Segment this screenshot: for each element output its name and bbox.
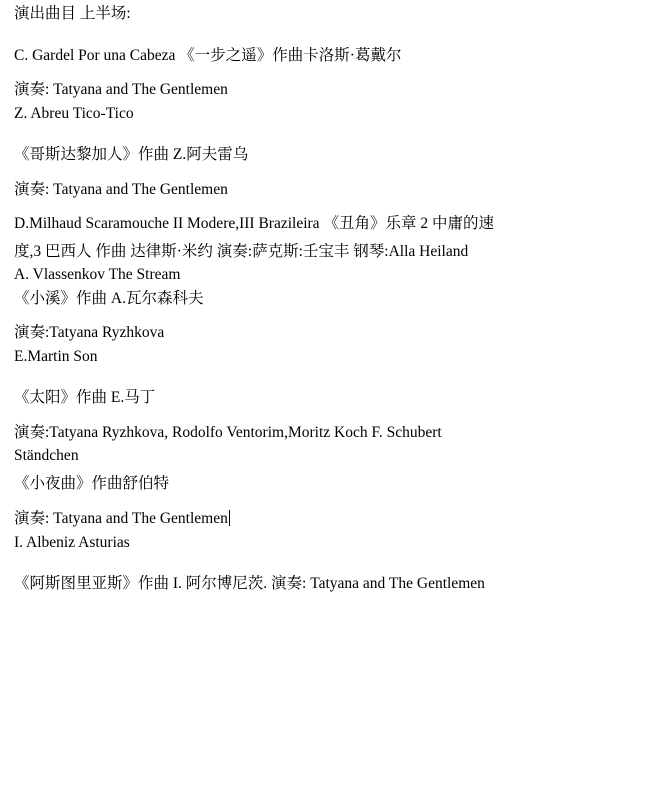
program-line-text: 演奏: Tatyana and The Gentlemen xyxy=(14,510,228,527)
program-line: 演奏:Tatyana Ryzhkova, Rodolfo Ventorim,Moritz Koch F. Schubert xyxy=(14,423,442,441)
program-line: 度,3 巴西人 作曲 达律斯·米约 演奏:萨克斯:壬宝丰 钢琴:Alla Heiland xyxy=(14,242,469,260)
program-line-with-caret xyxy=(14,510,657,527)
program-line: C. Gardel Por una Cabeza 《一步之遥》作曲卡洛斯·葛戴尔 xyxy=(14,46,402,64)
program-line: 《哥斯达黎加人》作曲 Z.阿夫雷乌 xyxy=(14,146,249,163)
program-line: 演奏: Tatyana and The Gentlemen xyxy=(14,81,228,98)
program-line: Z. Abreu Tico-Tico xyxy=(14,104,134,122)
document-title: 演出曲目 上半场: xyxy=(14,5,131,22)
program-line: Ständchen xyxy=(14,447,79,464)
text-cursor xyxy=(229,510,230,526)
program-line: D.Milhaud Scaramouche II Modere,III Brazileira 《丑角》乐章 2 中庸的速 xyxy=(14,215,494,232)
program-line: 演奏:Tatyana Ryzhkova xyxy=(14,324,165,341)
program-line: E.Martin Son xyxy=(14,347,98,365)
program-line: 演奏: Tatyana and The Gentlemen xyxy=(14,180,228,198)
program-line: 《阿斯图里亚斯》作曲 I. 阿尔博尼茨. 演奏: Tatyana and The Gentlemen xyxy=(14,575,485,592)
program-line: I. Albeniz Asturias xyxy=(14,533,130,551)
program-line: A. Vlassenkov The Stream xyxy=(14,266,181,283)
program-line: 《小溪》作曲 A.瓦尔森科夫 xyxy=(14,289,204,307)
program-line: 《小夜曲》作曲舒伯特 xyxy=(14,474,170,492)
program-line: 《太阳》作曲 E.马丁 xyxy=(14,389,156,406)
